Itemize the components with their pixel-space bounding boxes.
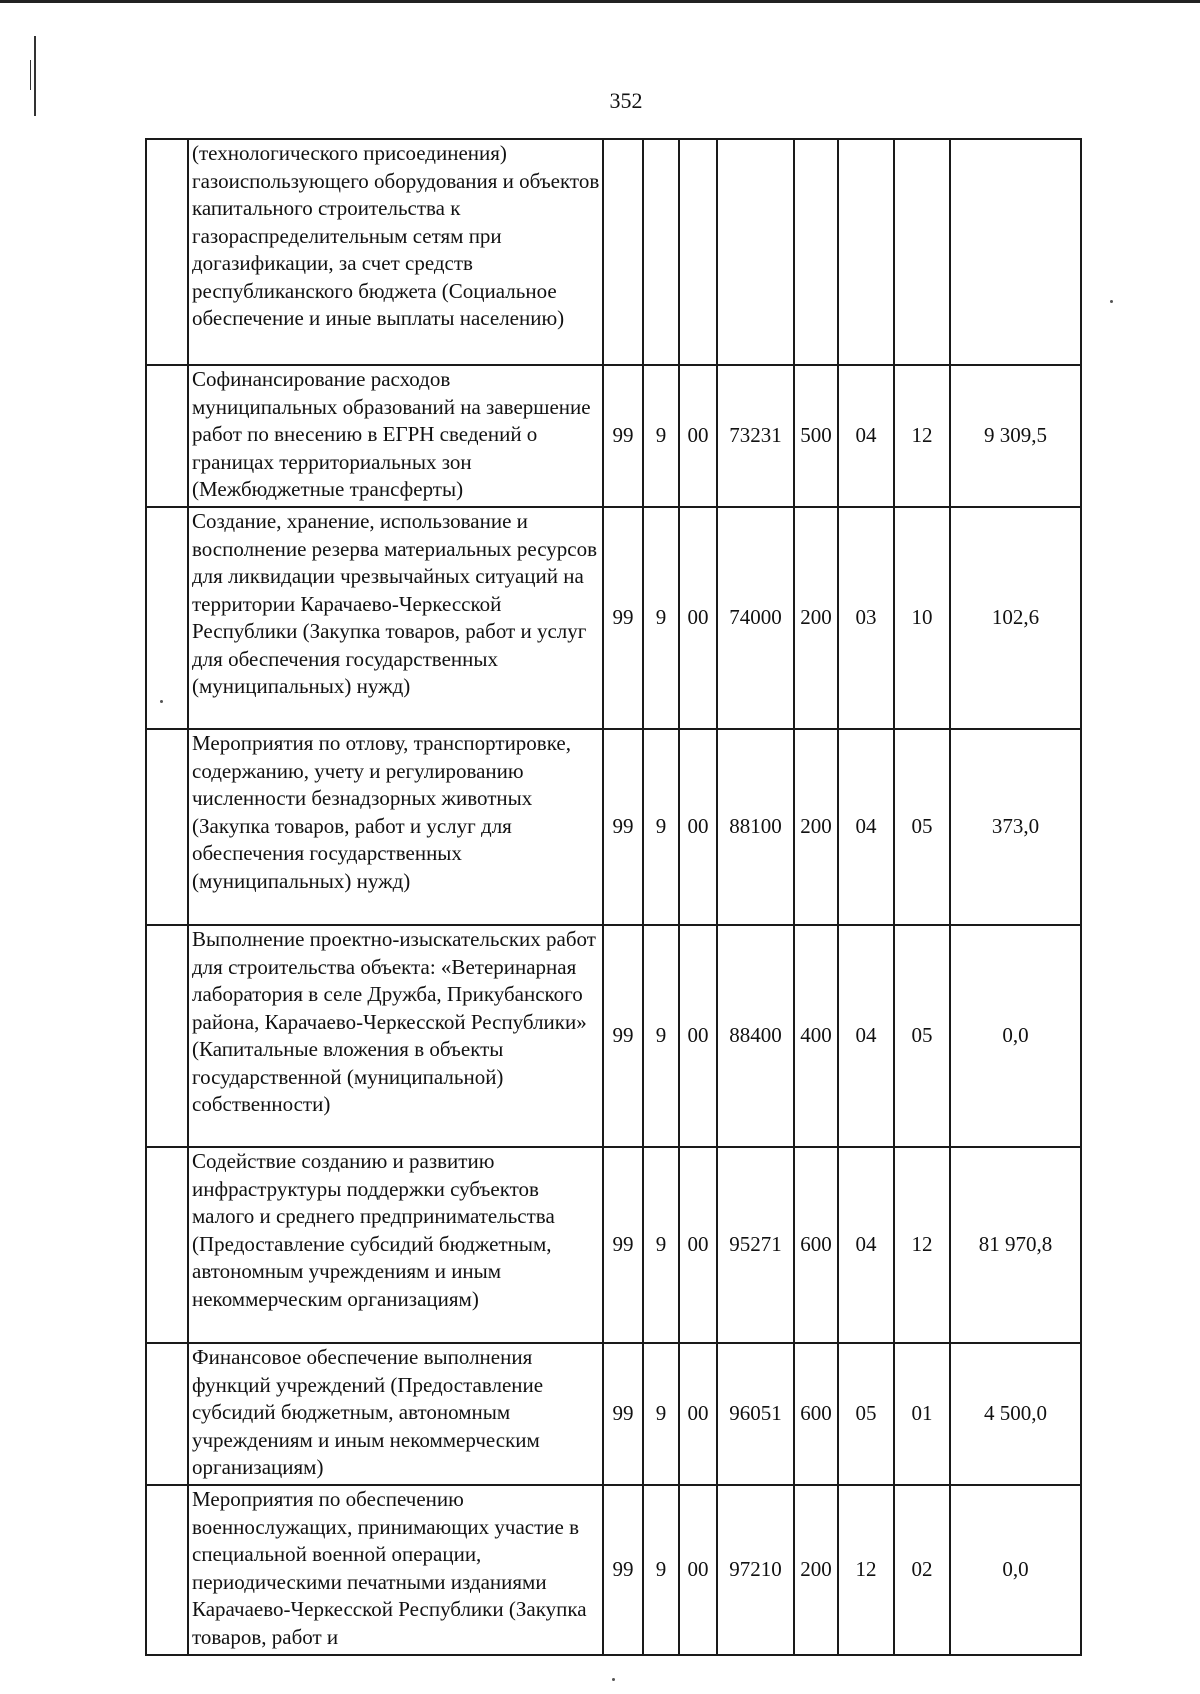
amount-cell: 9 309,5	[950, 365, 1081, 507]
section-cell: 03	[838, 507, 894, 729]
code-cell: 9	[643, 729, 679, 925]
subsection-cell: 02	[894, 1485, 950, 1655]
code-cell: 9	[643, 365, 679, 507]
page-number: 352	[609, 88, 643, 113]
code-cell: 99	[603, 507, 643, 729]
row-index-cell	[146, 1343, 188, 1485]
subsection-cell: 12	[894, 1147, 950, 1343]
row-index-cell	[146, 729, 188, 925]
code-cell: 99	[603, 1343, 643, 1485]
expense-name-cell: Содействие созданию и развитию инфраструктуры поддержки субъектов малого и среднего предпринимательства (Предоставление субсидий бюджетным, автономным учреждениям и иным некоммерческим организациям)	[188, 1147, 603, 1343]
code-cell: 200	[794, 1485, 838, 1655]
table-row	[146, 139, 1081, 365]
code-cell	[794, 139, 838, 365]
expense-name-cell: Создание, хранение, использование и восполнение резерва материальных ресурсов для ликвидации чрезвычайных ситуаций на территории Карачаево-Черкесской Республики (Закупка товаров, работ и услуг для обеспечения государственных (муниципальных) нужд)	[188, 507, 603, 729]
code-cell	[717, 139, 794, 365]
code-cell: 99	[603, 925, 643, 1147]
amount-cell: 0,0	[950, 925, 1081, 1147]
code-cell: 9	[643, 1147, 679, 1343]
code-cell: 99	[603, 365, 643, 507]
subsection-cell: 12	[894, 365, 950, 507]
code-cell	[643, 139, 679, 365]
code-cell: 500	[794, 365, 838, 507]
code-cell: 600	[794, 1147, 838, 1343]
budget-table	[145, 138, 1082, 1656]
amount-cell: 373,0	[950, 729, 1081, 925]
section-cell	[838, 139, 894, 365]
code-cell: 400	[794, 925, 838, 1147]
row-index-cell	[146, 1485, 188, 1655]
table-row	[146, 925, 1081, 1147]
margin-mark	[30, 60, 31, 90]
row-index-cell	[146, 507, 188, 729]
amount-cell: 4 500,0	[950, 1343, 1081, 1485]
code-cell: 97210	[717, 1485, 794, 1655]
section-cell: 05	[838, 1343, 894, 1485]
amount-cell: 102,6	[950, 507, 1081, 729]
table-row	[146, 1343, 1081, 1485]
section-cell: 04	[838, 925, 894, 1147]
code-cell	[679, 139, 717, 365]
table-row	[146, 1147, 1081, 1343]
subsection-cell	[894, 139, 950, 365]
expense-name-cell: (технологического присоединения) газоиспользующего оборудования и объектов капитального строительства к газораспределительным сетям при догазификации, за счет средств республиканского бюджета (Социальное обеспечение и иные выплаты населению)	[188, 139, 603, 365]
subsection-cell: 05	[894, 729, 950, 925]
subsection-cell: 10	[894, 507, 950, 729]
subsection-cell: 05	[894, 925, 950, 1147]
code-cell: 00	[679, 729, 717, 925]
code-cell: 88400	[717, 925, 794, 1147]
code-cell: 00	[679, 507, 717, 729]
expense-name-cell: Мероприятия по отлову, транспортировке, содержанию, учету и регулированию численности безнадзорных животных (Закупка товаров, работ и услуг для обеспечения государственных (муниципальных) нужд)	[188, 729, 603, 925]
code-cell: 95271	[717, 1147, 794, 1343]
expense-name-cell: Выполнение проектно-изыскательских работ для строительства объекта: «Ветеринарная лаборатория в селе Дружба, Прикубанского района, Карачаево-Черкесской Республики» (Капитальные вложения в объекты государственной (муниципальной) собственности)	[188, 925, 603, 1147]
code-cell: 600	[794, 1343, 838, 1485]
table-row	[146, 365, 1081, 507]
code-cell: 99	[603, 729, 643, 925]
code-cell: 200	[794, 507, 838, 729]
row-index-cell	[146, 139, 188, 365]
code-cell: 9	[643, 1485, 679, 1655]
top-border-line	[0, 0, 1200, 3]
code-cell: 200	[794, 729, 838, 925]
table-row	[146, 729, 1081, 925]
amount-cell: 81 970,8	[950, 1147, 1081, 1343]
code-cell: 99	[603, 1147, 643, 1343]
table-row	[146, 1485, 1081, 1655]
code-cell: 74000	[717, 507, 794, 729]
amount-cell: 0,0	[950, 1485, 1081, 1655]
row-index-cell	[146, 1147, 188, 1343]
code-cell: 99	[603, 1485, 643, 1655]
scan-speck	[1110, 300, 1113, 303]
section-cell: 04	[838, 729, 894, 925]
code-cell: 9	[643, 507, 679, 729]
subsection-cell: 01	[894, 1343, 950, 1485]
row-index-cell	[146, 365, 188, 507]
section-cell: 04	[838, 1147, 894, 1343]
code-cell: 73231	[717, 365, 794, 507]
code-cell: 88100	[717, 729, 794, 925]
scan-speck	[160, 700, 163, 703]
code-cell: 00	[679, 1343, 717, 1485]
code-cell: 00	[679, 1147, 717, 1343]
scan-speck	[612, 1678, 615, 1681]
expense-name-cell: Софинансирование расходов муниципальных образований на завершение работ по внесению в ЕГРН сведений о границах территориальных зон (Межбюджетные трансферты)	[188, 365, 603, 507]
expense-name-cell: Мероприятия по обеспечению военнослужащих, принимающих участие в специальной военной операции, периодическими печатными изданиями Карачаево-Черкесской Республики (Закупка товаров, работ и	[188, 1485, 603, 1655]
code-cell: 96051	[717, 1343, 794, 1485]
code-cell: 9	[643, 925, 679, 1147]
section-cell: 12	[838, 1485, 894, 1655]
amount-cell	[950, 139, 1081, 365]
section-cell: 04	[838, 365, 894, 507]
code-cell: 00	[679, 365, 717, 507]
row-index-cell	[146, 925, 188, 1147]
expense-name-cell: Финансовое обеспечение выполнения функций учреждений (Предоставление субсидий бюджетным, автономным учреждениям и иным некоммерческим организациям)	[188, 1343, 603, 1485]
code-cell: 00	[679, 925, 717, 1147]
code-cell: 9	[643, 1343, 679, 1485]
table-row	[146, 507, 1081, 729]
code-cell: 00	[679, 1485, 717, 1655]
code-cell	[603, 139, 643, 365]
